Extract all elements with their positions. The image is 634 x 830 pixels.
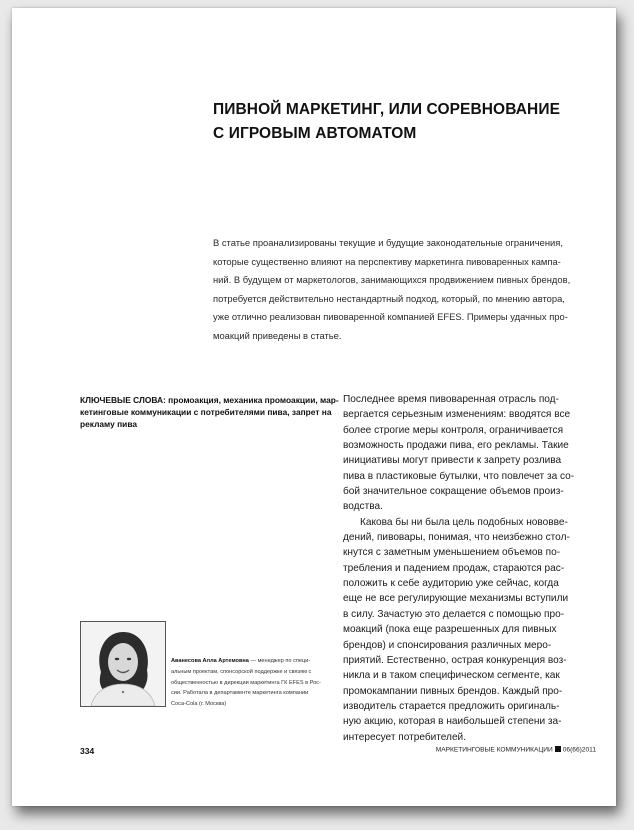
abstract-line: ний. В будущем от маркетологов, занимающихся продвижением пивных брендов, bbox=[213, 274, 571, 286]
journal-issue: 06(66)2011 bbox=[562, 746, 596, 754]
square-bullet-icon bbox=[555, 746, 561, 752]
body-line: изводитель старается предложить оригиналь- bbox=[343, 700, 560, 712]
body-line: еще не все регулирующие механизмы вступили bbox=[343, 593, 569, 605]
bio-line: общественностью в дирекции маркетинга ГК EFES в Рос- bbox=[171, 679, 321, 686]
keywords-line: рекламу пива bbox=[80, 419, 138, 429]
body-line: приятий. Естественно, острая конкуренция воз- bbox=[343, 654, 567, 666]
body-line: дений, пивовары, понимая, что неизбежно стол- bbox=[343, 532, 570, 544]
keywords-block bbox=[80, 394, 339, 430]
abstract-line: В статье проанализированы текущие и будущие законодательные ограничения, bbox=[213, 237, 563, 248]
body-line: более строгие меры контроля, ограничивается bbox=[343, 424, 564, 436]
body-line: моакций (пока еще разрешенных для пивных bbox=[343, 624, 557, 636]
body-line: интересует потребителей. bbox=[343, 731, 466, 743]
body-line: в силу. Зачастую это делается с помощью про- bbox=[343, 608, 565, 620]
body-line: Последнее время пивоваренная отрасль под- bbox=[343, 394, 559, 405]
title-line: С ИГРОВЫМ АВТОМАТОМ bbox=[213, 125, 417, 142]
keywords-line: кетинговые коммуникации с потребителями пива, запрет на bbox=[80, 407, 332, 417]
body-line: требления и падением продаж, стараются рас- bbox=[343, 562, 565, 574]
bio-line bbox=[171, 656, 331, 667]
body-line: кнутся с заметным уменьшением объемов по- bbox=[343, 547, 561, 559]
author-photo bbox=[80, 621, 166, 707]
body-line: возможность продажи пива, его рекламы. Такие bbox=[343, 440, 569, 452]
bio-line: альным проектам, спонсорской поддержке и связям с bbox=[171, 668, 312, 675]
body-line: положить к себе аудиторию уже сейчас, когда bbox=[343, 578, 559, 590]
journal-footer bbox=[436, 746, 596, 754]
body-line: никла и в таком специфическом сегменте, как bbox=[343, 670, 560, 682]
journal-page bbox=[12, 8, 616, 806]
body-line: пива в пластиковые бутылки, что повлечет за со- bbox=[343, 470, 575, 482]
body-line: вергается серьезным изменениям: вводятся все bbox=[343, 409, 571, 421]
article-body bbox=[343, 392, 601, 745]
abstract-line: уже отлично реализован пивоваренной компанией EFES. Примеры удачных про- bbox=[213, 311, 568, 323]
abstract-line: моакций приведены в статье. bbox=[213, 329, 342, 341]
body-line: брендов) и спонсирования различных меро- bbox=[343, 639, 552, 651]
article-title bbox=[213, 98, 593, 146]
bio-line: сии. Работала в департаменте маркетинга компании bbox=[171, 690, 309, 697]
author-name: Аванесова Алла Артемовна bbox=[171, 658, 249, 664]
body-line: ную акцию, которая в наибольшей степени за- bbox=[343, 716, 562, 728]
body-line: инициативы могут привести к запрету розлива bbox=[343, 455, 562, 467]
article-abstract bbox=[213, 234, 593, 346]
bio-line: Coca-Cola (г. Москва) bbox=[171, 701, 227, 708]
abstract-line: потребуется действительно нестандартный подход, который, по мнению автора, bbox=[213, 292, 565, 304]
author-portrait-icon bbox=[81, 622, 165, 706]
keywords-line: КЛЮЧЕВЫЕ СЛОВА: промоакция, механика промоакции, мар- bbox=[80, 395, 339, 405]
author-bio bbox=[171, 656, 331, 710]
author-role: — менеджер по специ- bbox=[248, 658, 311, 664]
abstract-line: которые существенно влияют на перспективу маркетинга пивоваренных кампа- bbox=[213, 255, 561, 267]
body-line: бой значительное сокращение объемов произ- bbox=[343, 486, 564, 498]
body-line: Какова бы ни была цель подобных нововве- bbox=[360, 516, 568, 528]
body-line: промокампании пивных брендов. Каждый про- bbox=[343, 685, 563, 697]
body-line: водства. bbox=[343, 501, 383, 513]
title-line: ПИВНОЙ МАРКЕТИНГ, ИЛИ СОРЕВНОВАНИЕ bbox=[213, 101, 561, 118]
journal-name: МАРКЕТИНГОВЫЕ КОММУНИКАЦИИ bbox=[435, 746, 553, 754]
page-number: 334 bbox=[80, 746, 95, 756]
